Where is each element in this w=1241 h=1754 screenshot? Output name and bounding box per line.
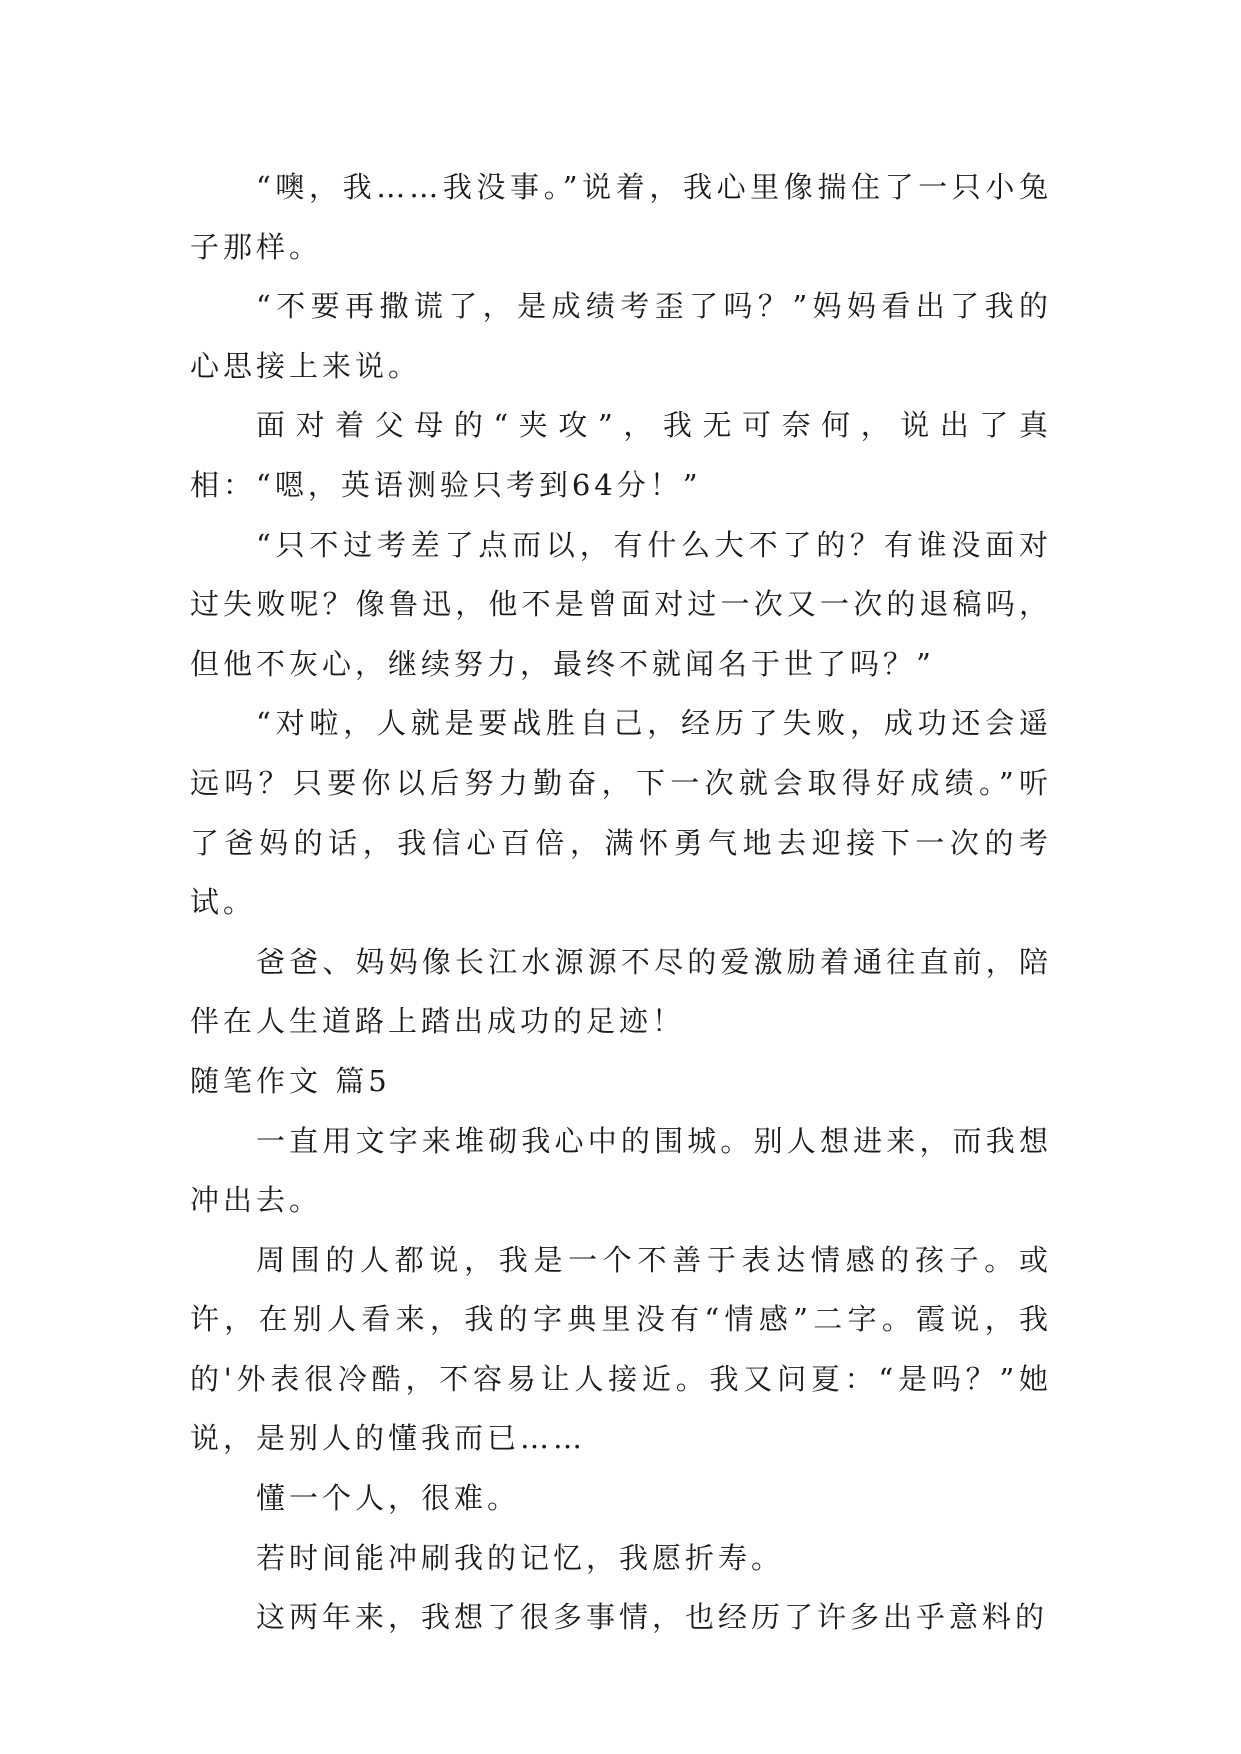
paragraph: 若时间能冲刷我的记忆，我愿折寿。 bbox=[256, 1540, 785, 1575]
paragraph: “只不过考差了点而以，有什么大不了的？有谁没面对过失败呢？像鲁迅，他不是曾面对过一次又一次的退稿吗，但他不灰心，继续努力，最终不就闻名于世了吗？” bbox=[190, 527, 1052, 681]
document-body bbox=[190, 158, 1052, 1648]
paragraph: 懂一个人，很难。 bbox=[256, 1481, 521, 1516]
paragraph: 这两年来，我想了很多事情，也经历了许多出乎意料的 bbox=[256, 1600, 1049, 1635]
section-heading: 随笔作文 篇5 bbox=[190, 1063, 391, 1098]
paragraph: “不要再撒谎了，是成绩考歪了吗？”妈妈看出了我的心思接上来说。 bbox=[190, 289, 1052, 383]
paragraph: 爸爸、妈妈像长江水源源不尽的爱激励着通往直前，陪伴在人生道路上踏出成功的足迹！ bbox=[190, 944, 1052, 1039]
paragraph: 一直用文字来堆砌我心中的围城。别人想进来，而我想冲出去。 bbox=[190, 1123, 1052, 1218]
paragraph: “噢，我……我没事。”说着，我心里像揣住了一只小兔子那样。 bbox=[190, 170, 1052, 264]
paragraph: 面对着父母的“夹攻”，我无可奈何，说出了真相：“嗯，英语测验只考到64分！” bbox=[190, 408, 1052, 502]
paragraph: “对啦，人就是要战胜自己，经历了失败，成功还会遥远吗？只要你以后努力勤奋，下一次就会取得好成绩。”听了爸妈的话，我信心百倍，满怀勇气地去迎接下一次的考试。 bbox=[190, 706, 1052, 920]
paragraph: 周围的人都说，我是一个不善于表达情感的孩子。或许，在别人看来，我的字典里没有“情感”二字。霞说，我的'外表很冷酷，不容易让人接近。我又问夏：“是吗？”她说，是别人的懂我而已…… bbox=[190, 1242, 1052, 1456]
